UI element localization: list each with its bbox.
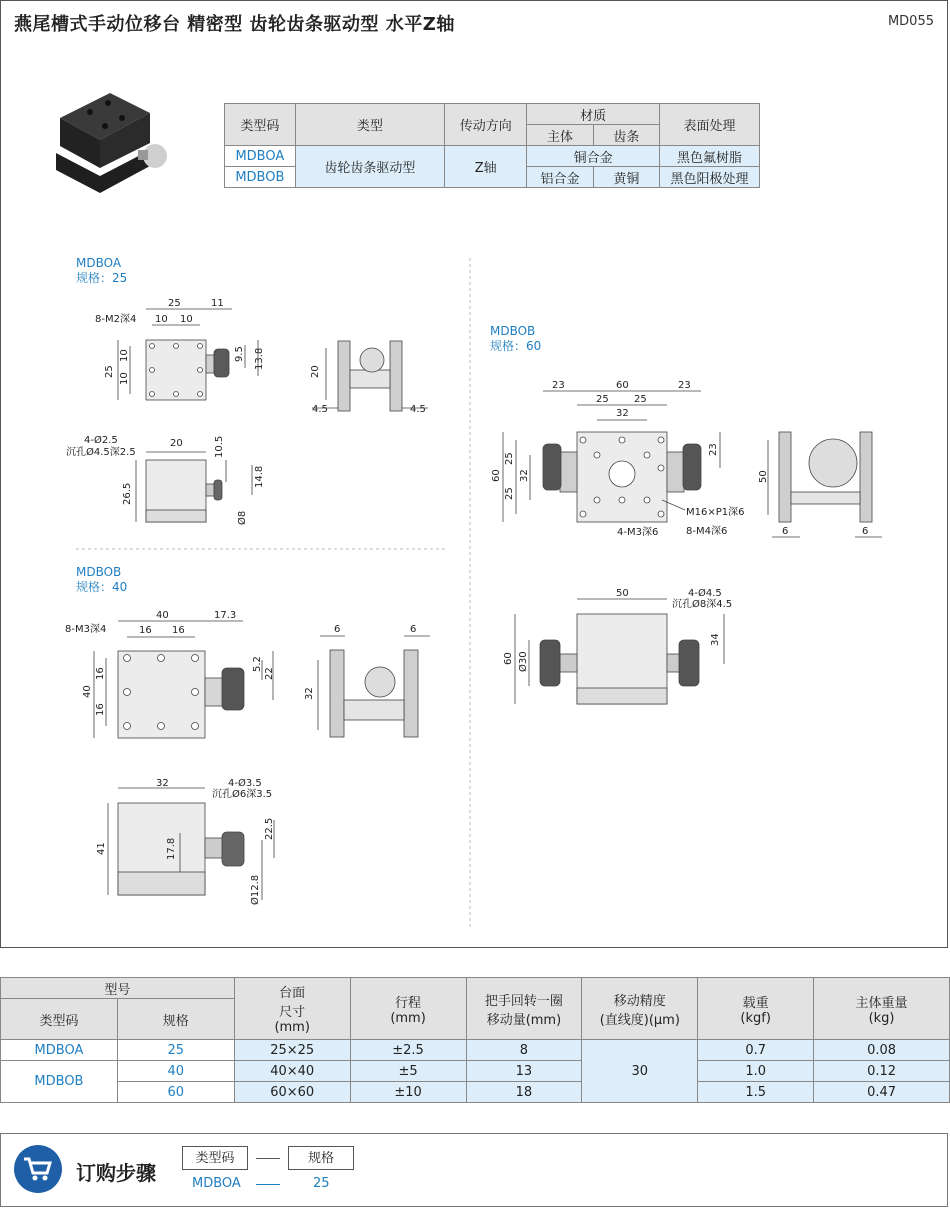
- order-dash-blue: [256, 1184, 280, 1185]
- table-row: 60 60×60 ±10 18 1.5 0.47: [1, 1082, 950, 1103]
- th-surface: 表面处理: [660, 104, 760, 146]
- svg-text:32: 32: [156, 778, 169, 789]
- svg-text:沉孔Ø4.5深2.5: 沉孔Ø4.5深2.5: [66, 447, 136, 458]
- order-box-type-code: 类型码: [182, 1146, 248, 1170]
- svg-text:8-M2深4: 8-M2深4: [95, 314, 137, 325]
- th-precision: 移动精度 (直线度)(μm): [582, 978, 698, 1040]
- spec-body-b: 铝合金: [527, 167, 593, 188]
- svg-text:32: 32: [616, 408, 629, 419]
- spec-code-b: MDBOB: [225, 167, 296, 188]
- svg-text:6: 6: [782, 526, 789, 537]
- th-direction: 传动方向: [445, 104, 527, 146]
- svg-text:41: 41: [96, 842, 107, 855]
- spec-rack-b: 黄铜: [593, 167, 659, 188]
- svg-text:Ø8: Ø8: [237, 510, 248, 525]
- svg-text:23: 23: [552, 380, 565, 391]
- svg-text:8-M3深4: 8-M3深4: [65, 624, 107, 635]
- order-dash: [256, 1158, 280, 1159]
- svg-text:4-Ø3.5: 4-Ø3.5: [228, 778, 262, 789]
- svg-text:Ø12.8: Ø12.8: [250, 874, 261, 905]
- svg-text:4.5: 4.5: [410, 404, 426, 415]
- th-rack: 齿条: [593, 125, 659, 146]
- table-row: MDBOA 25 25×25 ±2.5 8 30 0.7 0.08: [1, 1040, 950, 1061]
- svg-text:32: 32: [304, 687, 315, 700]
- svg-text:16: 16: [95, 667, 106, 680]
- svg-text:8-M4深6: 8-M4深6: [686, 526, 728, 537]
- svg-text:5.2: 5.2: [252, 656, 263, 672]
- order-title: 订购步骤: [76, 1161, 156, 1185]
- svg-text:60: 60: [616, 380, 629, 391]
- spec-direction: Z轴: [445, 146, 527, 188]
- catalog-code: MD055: [887, 14, 934, 29]
- svg-text:10: 10: [180, 314, 193, 325]
- svg-text:60: 60: [491, 469, 502, 482]
- th-model: 型号: [1, 978, 235, 999]
- th-type: 类型: [295, 104, 444, 146]
- svg-text:10: 10: [119, 372, 130, 385]
- table-row: MDBOB 40 40×40 ±5 13 1.0 0.12: [1, 1061, 950, 1082]
- svg-text:4-Ø2.5: 4-Ø2.5: [84, 435, 118, 446]
- svg-text:6: 6: [862, 526, 869, 537]
- label-b40: MDBOB 规格：40: [76, 565, 128, 594]
- svg-text:50: 50: [616, 588, 629, 599]
- spec-type: 齿轮齿条驱动型: [295, 146, 444, 188]
- svg-text:32: 32: [519, 469, 530, 482]
- svg-text:6: 6: [410, 624, 417, 635]
- svg-text:20: 20: [170, 438, 183, 449]
- svg-text:26.5: 26.5: [122, 482, 133, 505]
- svg-text:10: 10: [119, 349, 130, 362]
- svg-text:4-M3深6: 4-M3深6: [617, 527, 659, 538]
- svg-text:40: 40: [82, 685, 93, 698]
- page-title: 燕尾槽式手动位移台 精密型 齿轮齿条驱动型 水平Z轴: [14, 14, 455, 35]
- svg-text:25: 25: [596, 394, 609, 405]
- svg-text:17.8: 17.8: [166, 837, 177, 860]
- th-table-size: 台面 尺寸 (mm): [234, 978, 350, 1040]
- svg-text:16: 16: [139, 625, 152, 636]
- svg-text:23: 23: [678, 380, 691, 391]
- svg-text:11: 11: [211, 298, 224, 309]
- label-a25: MDBOA 规格：25: [76, 256, 128, 285]
- model-table: [0, 977, 950, 1103]
- svg-text:沉孔Ø8深4.5: 沉孔Ø8深4.5: [672, 599, 733, 610]
- th-spec: 规格: [117, 999, 234, 1040]
- spec-surface-a: 黑色氟树脂: [660, 146, 760, 167]
- svg-text:34: 34: [710, 633, 721, 646]
- svg-text:22.5: 22.5: [264, 817, 275, 840]
- spec-surface-b: 黑色阳极处理: [660, 167, 760, 188]
- svg-text:25: 25: [104, 365, 115, 378]
- svg-text:40: 40: [156, 610, 169, 621]
- svg-text:4-Ø4.5: 4-Ø4.5: [688, 588, 722, 599]
- svg-text:16: 16: [95, 703, 106, 716]
- svg-text:9.5: 9.5: [234, 346, 245, 362]
- th-weight: 主体重量 (kg): [814, 978, 950, 1040]
- precision-cell: 30: [582, 1040, 698, 1103]
- svg-text:16: 16: [172, 625, 185, 636]
- order-value-spec: 25: [313, 1176, 330, 1191]
- svg-text:沉孔Ø6深3.5: 沉孔Ø6深3.5: [212, 789, 273, 800]
- svg-text:22: 22: [264, 667, 275, 680]
- svg-text:25: 25: [168, 298, 181, 309]
- spec-code-a: MDBOA: [225, 146, 296, 167]
- svg-text:17.3: 17.3: [214, 610, 237, 621]
- order-box-spec: 规格: [288, 1146, 354, 1170]
- th-body: 主体: [527, 125, 593, 146]
- svg-text:13.8: 13.8: [254, 347, 265, 370]
- cart-icon: [14, 1145, 62, 1193]
- svg-text:60: 60: [503, 652, 514, 665]
- th-handle: 把手回转一圈 移动量(mm): [466, 978, 582, 1040]
- svg-text:50: 50: [758, 470, 769, 483]
- svg-text:10: 10: [155, 314, 168, 325]
- order-value-code: MDBOA: [192, 1176, 241, 1191]
- th-type-code2: 类型码: [1, 999, 118, 1040]
- th-travel: 行程 (mm): [350, 978, 466, 1040]
- th-material: 材质: [527, 104, 660, 125]
- svg-text:25: 25: [634, 394, 647, 405]
- spec-material-a: 铜合金: [527, 146, 660, 167]
- svg-text:Ø30: Ø30: [518, 651, 529, 672]
- svg-text:14.8: 14.8: [254, 465, 265, 488]
- svg-text:20: 20: [310, 365, 321, 378]
- svg-text:4.5: 4.5: [312, 404, 328, 415]
- svg-text:6: 6: [334, 624, 341, 635]
- th-load: 载重 (kgf): [698, 978, 814, 1040]
- svg-text:23: 23: [708, 443, 719, 456]
- svg-text:10.5: 10.5: [214, 435, 225, 458]
- svg-text:25: 25: [504, 487, 515, 500]
- svg-text:25: 25: [504, 452, 515, 465]
- svg-text:M16×P1深6: M16×P1深6: [686, 507, 745, 518]
- th-type-code: 类型码: [225, 104, 296, 146]
- label-b60: MDBOB 规格：60: [490, 324, 542, 353]
